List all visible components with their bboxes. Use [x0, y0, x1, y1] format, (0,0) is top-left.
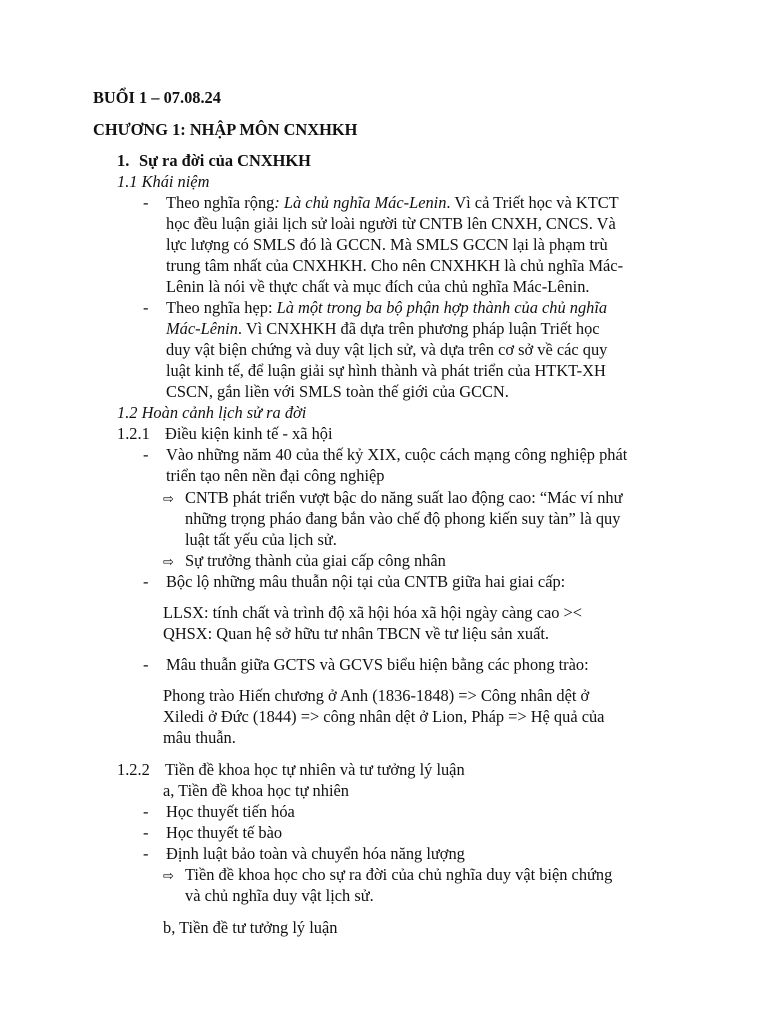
subsection-heading: 1.1 Khái niệm [117, 172, 210, 191]
paragraph-line: Mâu thuẫn giữa GCTS và GCVS biểu hiện bằng các phong trào: [166, 655, 589, 674]
session-heading: BUỔI 1 – 07.08.24 [93, 88, 221, 107]
paragraph-line: học đều luận giải lịch sử loài người từ CNTB lên CNXH, CNCS. Và [166, 214, 616, 233]
section-title: Sự ra đời của CNXHKH [139, 151, 311, 170]
subsection-heading: 1.2 Hoàn cảnh lịch sử ra đời [117, 403, 307, 422]
arrow-right-icon: ⇨ [163, 555, 174, 570]
arrow-right-icon: ⇨ [163, 869, 174, 884]
paragraph-line: Vào những năm 40 của thế kỷ XIX, cuộc cách mạng công nghiệp phát [166, 445, 628, 464]
paragraph-line: mâu thuẫn. [163, 728, 236, 747]
bullet-dash: - [143, 445, 149, 464]
paragraph-line: Phong trào Hiến chương ở Anh (1836-1848) => Công nhân dệt ở [163, 686, 590, 705]
bullet-dash: - [143, 823, 149, 842]
bullet-dash: - [143, 844, 149, 863]
paragraph-line: trung tâm nhất của CNXHKH. Cho nên CNXHKH là chủ nghĩa Mác- [166, 256, 624, 275]
arrow-bullet: ⇨ Sự trưởng thành của giai cấp công nhân [163, 550, 446, 573]
paragraph-line: b, Tiền đề tư tưởng lý luận [163, 918, 338, 937]
subsection-number: 1.2.1 [117, 424, 150, 443]
paragraph-line: LLSX: tính chất và trình độ xã hội hóa xã hội ngày càng cao >< [163, 603, 583, 622]
bullet-dash: - [143, 193, 149, 212]
paragraph-line: lực lượng có SMLS đó là GCCN. Mà SMLS GCCN lại là phạm trù [166, 235, 608, 254]
list-item: Định luật bảo toàn và chuyển hóa năng lượng [166, 844, 465, 863]
paragraph-line: Lênin là nói về thực chất và mục đích của chủ nghĩa Mác-Lênin. [166, 277, 590, 296]
paragraph-line: triển tạo nên nền đại công nghiệp [166, 466, 385, 485]
bullet-dash: - [143, 655, 149, 674]
paragraph-line: QHSX: Quan hệ sở hữu tư nhân TBCN về tư liệu sản xuất. [163, 624, 550, 643]
paragraph-line: Theo nghĩa hẹp: Là một trong ba bộ phận hợp thành của chủ nghĩa [166, 298, 608, 317]
bullet-dash: - [143, 802, 149, 821]
paragraph-line: duy vật biện chứng và duy vật lịch sử, và dựa trên cơ sở về các quy [166, 340, 608, 359]
bullet-dash: - [143, 572, 149, 591]
paragraph-line: Xiledi ở Đức (1844) => công nhân dệt ở Lion, Pháp => Hệ quả của [163, 707, 605, 726]
list-item: Học thuyết tế bào [166, 823, 283, 842]
arrow-bullet: ⇨ CNTB phát triển vượt bậc do năng suất lao động cao: “Mác ví như [163, 487, 622, 510]
arrow-bullet: ⇨ Tiền đề khoa học cho sự ra đời của chủ nghĩa duy vật biện chứng [163, 864, 612, 887]
subsection-title: Tiền đề khoa học tự nhiên và tư tưởng lý luận [165, 760, 465, 779]
paragraph-line: a, Tiền đề khoa học tự nhiên [163, 781, 349, 800]
bullet-dash: - [143, 298, 149, 317]
arrow-right-icon: ⇨ [163, 492, 174, 507]
list-item: Học thuyết tiến hóa [166, 802, 295, 821]
chapter-heading: CHƯƠNG 1: NHẬP MÔN CNXHKH [93, 120, 358, 139]
paragraph-line: luật kinh tế, để luận giải sự hình thành và phát triển của HTKT-XH [166, 361, 606, 380]
paragraph-line: và chủ nghĩa duy vật lịch sử. [185, 886, 374, 905]
paragraph-line: Mác-Lênin. Vì CNXHKH đã dựa trên phương pháp luận Triết học [166, 319, 600, 338]
subsection-number: 1.2.2 [117, 760, 150, 779]
paragraph-line: luật tất yếu của lịch sử. [185, 530, 337, 549]
paragraph-line: Theo nghĩa rộng: Là chủ nghĩa Mác-Lenin. Vì cả Triết học và KTCT [166, 193, 619, 212]
paragraph-line: Bộc lộ những mâu thuẫn nội tại của CNTB giữa hai giai cấp: [166, 572, 566, 591]
subsection-title: Điều kiện kinh tế - xã hội [165, 424, 333, 443]
section-number: 1. [117, 151, 130, 170]
paragraph-line: những trọng pháo đang bắn vào chế độ phong kiến suy tàn” là quy [185, 509, 621, 528]
paragraph-line: CSCN, gắn liền với SMLS toàn thế giới của GCCN. [166, 382, 509, 401]
